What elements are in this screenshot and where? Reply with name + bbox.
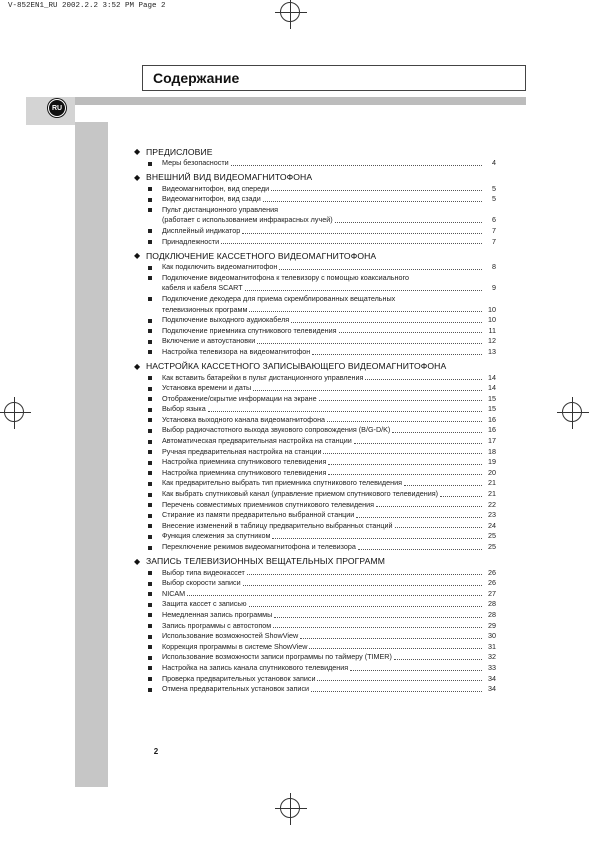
dot-leader bbox=[392, 432, 482, 433]
registration-mark-bottom bbox=[280, 798, 300, 818]
entry-text: Видеомагнитофон, вид сзади bbox=[162, 194, 261, 204]
toc-entry bbox=[134, 294, 496, 315]
toc-section-heading bbox=[134, 249, 496, 262]
entry-text: Настройка на запись канала спутникового телевидения bbox=[162, 662, 349, 672]
dot-leader bbox=[242, 233, 482, 234]
entry-text: Видеомагнитофон, вид спереди bbox=[162, 183, 270, 193]
entry-page-number: 27 bbox=[488, 588, 496, 598]
entry-page-number: 11 bbox=[488, 325, 496, 335]
entry-page-number: 14 bbox=[488, 383, 496, 393]
toc-entry bbox=[134, 262, 496, 273]
dot-leader bbox=[328, 464, 482, 465]
entry-page-number: 17 bbox=[488, 436, 496, 446]
square-bullet-icon bbox=[148, 592, 152, 596]
toc-entry bbox=[134, 237, 496, 248]
square-bullet-icon bbox=[148, 297, 152, 301]
entry-page-number: 10 bbox=[488, 315, 496, 325]
entry-text: Перечень совместимых приемников спутникового телевидения bbox=[162, 499, 375, 509]
toc-entry bbox=[134, 447, 496, 458]
dot-leader bbox=[273, 627, 482, 628]
toc-section-heading bbox=[134, 171, 496, 184]
entry-page-number: 26 bbox=[488, 578, 496, 588]
dot-leader bbox=[358, 549, 482, 550]
dot-leader bbox=[335, 222, 482, 223]
section-title: ВНЕШНИЙ ВИД ВИДЕОМАГНИТОФОНА bbox=[146, 172, 313, 183]
entry-text: Отображение/скрытие информации на экране bbox=[162, 393, 317, 403]
toc-section-heading bbox=[134, 360, 496, 373]
dot-leader bbox=[327, 421, 482, 422]
entry-page-number: 15 bbox=[488, 393, 496, 403]
entry-text: (работает с использованием инфракрасных лучей) bbox=[162, 215, 333, 225]
dot-leader bbox=[319, 400, 482, 401]
entry-page-number: 34 bbox=[488, 684, 496, 694]
square-bullet-icon bbox=[148, 582, 152, 586]
square-bullet-icon bbox=[148, 319, 152, 323]
toc-entry bbox=[134, 478, 496, 489]
entry-text: Подключение видеомагнитофона к телевизору с помощью коаксиального bbox=[162, 272, 409, 282]
table-of-contents bbox=[134, 143, 496, 695]
entry-text: Выбор языка bbox=[162, 404, 206, 414]
dot-leader bbox=[395, 527, 482, 528]
toc-entry bbox=[134, 468, 496, 479]
toc-entry bbox=[134, 489, 496, 500]
section-title: НАСТРОЙКА КАССЕТНОГО ЗАПИСЫВАЮЩЕГО ВИДЕОМАГНИТОФОНА bbox=[146, 361, 447, 371]
square-bullet-icon bbox=[148, 350, 152, 354]
toc-entry bbox=[134, 642, 496, 653]
entry-text: Запись программы с автостопом bbox=[162, 620, 272, 630]
entry-page-number: 13 bbox=[488, 346, 496, 356]
entry-page-number: 8 bbox=[492, 262, 496, 272]
page-title: Содержание bbox=[142, 65, 526, 91]
entry-text: Меры безопасности bbox=[162, 158, 229, 167]
entry-text: Автоматическая предварительная настройка на станции bbox=[162, 436, 352, 446]
toc-entry bbox=[134, 457, 496, 468]
toc-entry bbox=[134, 510, 496, 521]
dot-leader bbox=[404, 485, 482, 486]
diamond-bullet-icon: ◆ bbox=[134, 172, 141, 182]
square-bullet-icon bbox=[148, 635, 152, 639]
square-bullet-icon bbox=[148, 187, 152, 191]
dot-leader bbox=[376, 506, 482, 507]
square-bullet-icon bbox=[148, 613, 152, 617]
toc-entry bbox=[134, 631, 496, 642]
square-bullet-icon bbox=[148, 418, 152, 422]
dot-leader bbox=[354, 443, 482, 444]
toc-entry bbox=[134, 542, 496, 553]
square-bullet-icon bbox=[148, 645, 152, 649]
entry-text: телевизионных программ bbox=[162, 304, 248, 314]
entry-page-number: 19 bbox=[488, 457, 496, 467]
entry-text: Функция слежения за спутником bbox=[162, 531, 271, 541]
toc-entry bbox=[134, 684, 496, 695]
entry-text: Коррекция программы в системе ShowView bbox=[162, 641, 308, 651]
dot-leader bbox=[312, 354, 482, 355]
entry-text: Настройка приемника спутникового телевидения bbox=[162, 467, 327, 477]
entry-page-number: 14 bbox=[488, 372, 496, 382]
entry-page-number: 5 bbox=[492, 194, 496, 204]
square-bullet-icon bbox=[148, 524, 152, 528]
header-band bbox=[75, 97, 526, 105]
dot-leader bbox=[323, 453, 482, 454]
dot-leader bbox=[317, 680, 482, 681]
toc-entry bbox=[134, 194, 496, 205]
toc-entry bbox=[134, 500, 496, 511]
dot-leader bbox=[271, 190, 482, 191]
entry-page-number: 6 bbox=[492, 215, 496, 225]
entry-text: NICAM bbox=[162, 588, 186, 598]
toc-section-heading bbox=[134, 555, 496, 568]
entry-page-number: 22 bbox=[488, 499, 496, 509]
toc-entry bbox=[134, 184, 496, 195]
square-bullet-icon bbox=[148, 535, 152, 539]
toc-entry bbox=[134, 425, 496, 436]
dot-leader bbox=[247, 574, 482, 575]
toc-entry bbox=[134, 383, 496, 394]
entry-page-number: 16 bbox=[488, 425, 496, 435]
section-title: ПРЕДИСЛОВИЕ bbox=[146, 146, 213, 157]
entry-page-number: 20 bbox=[488, 467, 496, 477]
entry-text: Дисплейный индикатор bbox=[162, 225, 241, 235]
dot-leader bbox=[291, 322, 482, 323]
entry-page-number: 31 bbox=[488, 641, 496, 651]
entry-text: Ручная предварительная настройка на станции bbox=[162, 446, 322, 456]
square-bullet-icon bbox=[148, 198, 152, 202]
entry-text: Отмена предварительных установок записи bbox=[162, 684, 310, 694]
square-bullet-icon bbox=[148, 376, 152, 380]
entry-page-number: 12 bbox=[488, 336, 496, 346]
toc-entry bbox=[134, 326, 496, 337]
diamond-bullet-icon: ◆ bbox=[134, 251, 141, 261]
entry-text: Настройка приемника спутникового телевидения bbox=[162, 457, 327, 467]
page-number: 2 bbox=[146, 745, 166, 759]
square-bullet-icon bbox=[148, 493, 152, 497]
square-bullet-icon bbox=[148, 546, 152, 550]
dot-leader bbox=[257, 343, 482, 344]
entry-page-number: 10 bbox=[488, 304, 496, 314]
dot-leader bbox=[272, 538, 482, 539]
toc-entry bbox=[134, 589, 496, 600]
entry-page-number: 21 bbox=[488, 489, 496, 499]
entry-text: Использование возможности записи программы по таймеру (TIMER) bbox=[162, 652, 392, 662]
language-badge: RU bbox=[48, 99, 66, 117]
entry-page-number: 4 bbox=[492, 158, 496, 167]
entry-page-number: 26 bbox=[488, 567, 496, 577]
entry-page-number: 18 bbox=[488, 446, 496, 456]
entry-page-number: 7 bbox=[492, 225, 496, 235]
toc-section-heading bbox=[134, 145, 496, 158]
dot-leader bbox=[249, 311, 482, 312]
dot-leader bbox=[231, 165, 482, 166]
dot-leader bbox=[311, 691, 482, 692]
dot-leader bbox=[356, 517, 482, 518]
entry-page-number: 24 bbox=[488, 520, 496, 530]
square-bullet-icon bbox=[148, 208, 152, 212]
dot-leader bbox=[394, 659, 482, 660]
square-bullet-icon bbox=[148, 450, 152, 454]
entry-text: кабеля и кабеля SCART bbox=[162, 283, 243, 293]
entry-page-number: 16 bbox=[488, 414, 496, 424]
toc-entry bbox=[134, 336, 496, 347]
toc-entry bbox=[134, 404, 496, 415]
square-bullet-icon bbox=[148, 571, 152, 575]
entry-text: Подключение декодера для приема скремблированных вещательных bbox=[162, 293, 396, 303]
square-bullet-icon bbox=[148, 503, 152, 507]
square-bullet-icon bbox=[148, 240, 152, 244]
entry-page-number: 9 bbox=[492, 283, 496, 293]
dot-leader bbox=[208, 411, 482, 412]
entry-text: Выбор радиочастотного выхода звукового сопровождения (B/G-D/K) bbox=[162, 425, 391, 435]
toc-entry bbox=[134, 674, 496, 685]
toc-entry bbox=[134, 610, 496, 621]
entry-text: Стирание из памяти предварительно выбранной станции bbox=[162, 510, 355, 520]
toc-entry bbox=[134, 205, 496, 226]
dot-leader bbox=[328, 474, 482, 475]
dot-leader bbox=[279, 269, 482, 270]
square-bullet-icon bbox=[148, 624, 152, 628]
toc-entry bbox=[134, 226, 496, 237]
dot-leader bbox=[249, 606, 482, 607]
toc-entry bbox=[134, 621, 496, 632]
toc-entry bbox=[134, 347, 496, 358]
diamond-bullet-icon: ◆ bbox=[134, 556, 141, 566]
toc-entry bbox=[134, 521, 496, 532]
toc-entry bbox=[134, 158, 496, 169]
square-bullet-icon bbox=[148, 461, 152, 465]
toc-entry bbox=[134, 315, 496, 326]
entry-text: Включение и автоустановки bbox=[162, 336, 256, 346]
toc-entry bbox=[134, 531, 496, 542]
entry-page-number: 28 bbox=[488, 599, 496, 609]
entry-page-number: 28 bbox=[488, 609, 496, 619]
dot-leader bbox=[350, 670, 482, 671]
dot-leader bbox=[253, 390, 482, 391]
print-header: V-852EN1_RU 2002.2.2 3:52 PM Page 2 bbox=[8, 2, 166, 10]
dot-leader bbox=[187, 595, 482, 596]
toc-entry bbox=[134, 568, 496, 579]
registration-mark-left bbox=[4, 402, 24, 422]
toc-entry bbox=[134, 273, 496, 294]
entry-page-number: 25 bbox=[488, 542, 496, 551]
entry-page-number: 5 bbox=[492, 183, 496, 193]
registration-mark-top bbox=[280, 2, 300, 22]
diamond-bullet-icon: ◆ bbox=[134, 147, 141, 156]
dot-leader bbox=[243, 585, 482, 586]
square-bullet-icon bbox=[148, 229, 152, 233]
square-bullet-icon bbox=[148, 329, 152, 333]
square-bullet-icon bbox=[148, 397, 152, 401]
toc-entry bbox=[134, 578, 496, 589]
toc-entry bbox=[134, 394, 496, 405]
entry-page-number: 32 bbox=[488, 652, 496, 662]
dot-leader bbox=[339, 332, 482, 333]
dot-leader bbox=[221, 243, 482, 244]
toc-entry bbox=[134, 663, 496, 674]
section-title: ЗАПИСЬ ТЕЛЕВИЗИОННЫХ ВЕЩАТЕЛЬНЫХ ПРОГРАММ bbox=[146, 556, 386, 567]
entry-page-number: 29 bbox=[488, 620, 496, 630]
toc-entry bbox=[134, 652, 496, 663]
entry-page-number: 7 bbox=[492, 236, 496, 246]
square-bullet-icon bbox=[148, 340, 152, 344]
entry-text: Пульт дистанционного управления bbox=[162, 204, 278, 214]
entry-page-number: 15 bbox=[488, 404, 496, 414]
square-bullet-icon bbox=[148, 440, 152, 444]
square-bullet-icon bbox=[148, 162, 152, 166]
diamond-bullet-icon: ◆ bbox=[134, 361, 141, 371]
square-bullet-icon bbox=[148, 408, 152, 412]
toc-entry bbox=[134, 415, 496, 426]
entry-text: Подключение приемника спутникового телевидения bbox=[162, 325, 337, 335]
entry-text: Выбор скорости записи bbox=[162, 578, 241, 588]
toc-entry bbox=[134, 373, 496, 384]
entry-text: Немедленная запись программы bbox=[162, 609, 273, 619]
dot-leader bbox=[274, 617, 482, 618]
registration-mark-right bbox=[562, 402, 582, 422]
square-bullet-icon bbox=[148, 656, 152, 660]
entry-page-number: 25 bbox=[488, 531, 496, 541]
square-bullet-icon bbox=[148, 482, 152, 486]
entry-text: Установка выходного канала видеомагнитофона bbox=[162, 414, 326, 424]
entry-text: Выбор типа видеокассет bbox=[162, 567, 245, 577]
entry-page-number: 34 bbox=[488, 673, 496, 683]
entry-text: Проверка предварительных установок записи bbox=[162, 673, 316, 683]
dot-leader bbox=[263, 201, 482, 202]
square-bullet-icon bbox=[148, 603, 152, 607]
entry-page-number: 23 bbox=[488, 510, 496, 520]
square-bullet-icon bbox=[148, 688, 152, 692]
dot-leader bbox=[365, 379, 482, 380]
square-bullet-icon bbox=[148, 514, 152, 518]
dot-leader bbox=[245, 290, 482, 291]
square-bullet-icon bbox=[148, 471, 152, 475]
toc-entry bbox=[134, 599, 496, 610]
entry-text: Использование возможностей ShowView bbox=[162, 631, 299, 641]
entry-text: Принадлежности bbox=[162, 236, 220, 246]
square-bullet-icon bbox=[148, 266, 152, 270]
entry-text: Как вставить батарейки в пульт дистанционного управления bbox=[162, 372, 364, 382]
entry-text: Как предварительно выбрать тип приемника спутникового телевидения bbox=[162, 478, 402, 488]
dot-leader bbox=[440, 496, 482, 497]
entry-text: Настройка телевизора на видеомагнитофон bbox=[162, 346, 311, 356]
entry-page-number: 30 bbox=[488, 631, 496, 641]
entry-text: Как выбрать спутниковый канал (управление приемом спутникового телевидения) bbox=[162, 489, 439, 499]
entry-text: Установка времени и даты bbox=[162, 383, 252, 393]
square-bullet-icon bbox=[148, 276, 152, 280]
section-title: ПОДКЛЮЧЕНИЕ КАССЕТНОГО ВИДЕОМАГНИТОФОНА bbox=[146, 250, 377, 261]
square-bullet-icon bbox=[148, 677, 152, 681]
entry-text: Внесение изменений в таблицу предварительно выбранных станций bbox=[162, 520, 393, 530]
square-bullet-icon bbox=[148, 387, 152, 391]
dot-leader bbox=[300, 638, 482, 639]
entry-text: Защита кассет с записью bbox=[162, 599, 247, 609]
square-bullet-icon bbox=[148, 429, 152, 433]
entry-page-number: 21 bbox=[488, 478, 496, 488]
dot-leader bbox=[309, 648, 482, 649]
entry-page-number: 33 bbox=[488, 662, 496, 672]
entry-text: Как подключить видеомагнитофон bbox=[162, 262, 278, 272]
entry-text: Переключение режимов видеомагнитофона и телевизора bbox=[162, 542, 356, 551]
square-bullet-icon bbox=[148, 666, 152, 670]
entry-text: Подключение выходного аудиокабеля bbox=[162, 315, 290, 325]
toc-entry bbox=[134, 436, 496, 447]
